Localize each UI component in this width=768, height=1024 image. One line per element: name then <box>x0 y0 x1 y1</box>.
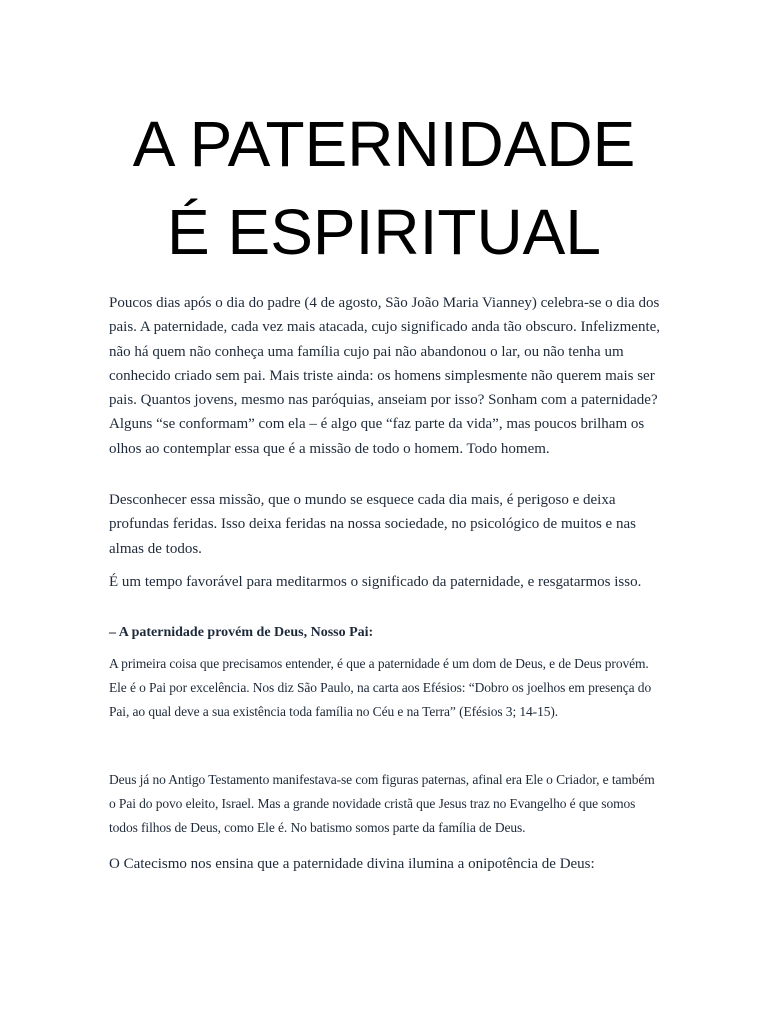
article-body <box>109 291 664 875</box>
paragraph-time: É um tempo favorável para meditarmos o significado da paternidade, e resgatarmos isso. <box>109 574 642 590</box>
paragraph-intro: Poucos dias após o dia do padre (4 de agosto, São João Maria Vianney) celebra-se o dia dos pais. A paternidade, cada vez mais atacada, cujo significado anda tão obscuro. Infelizmente, não há quem não conheça uma família cujo pai não abandonou o lar, ou não tenha um conhecido criado sem pai. Mais triste ainda: os homens simplesmente não querem mais ser pais. Quantos jovens, mesmo nas paróquias, anseiam por isso? Sonham com a paternidade? Alguns “se conformam” com ela – é algo que “faz parte da vida”, mas poucos brilham os olhos ao contemplar essa que é a missão de todo o homem. Todo homem. <box>109 295 661 457</box>
paragraph-catechism: O Catecismo nos ensina que a paternidade divina ilumina a onipotência de Deus: <box>109 856 595 872</box>
section-heading: – A paternidade provém de Deus, Nosso Pai: <box>109 625 374 640</box>
paragraph-old-testament: Deus já no Antigo Testamento manifestava-se com figuras paternas, afinal era Ele o Criador, e também o Pai do povo eleito, Israel. Mas a grande novidade cristã que Jesus traz no Evangelho é que somos todos filhos de Deus, como Ele é. No batismo somos parte da família de Deus. <box>109 772 655 835</box>
paragraph-gift: A primeira coisa que precisamos entender, é que a paternidade é um dom de Deus, e de Deus provém. Ele é o Pai por excelência. Nos diz São Paulo, na carta aos Efésios: “Dobro os joelhos em presença do Pai, ao qual deve a sua existência toda família no Céu e na Terra” (Efésios 3; 14-15). <box>109 656 652 719</box>
title-line-1: A PATERNIDADE <box>132 108 636 180</box>
title-line-2: É ESPIRITUAL <box>167 196 601 268</box>
document-title <box>0 100 768 276</box>
paragraph-mission: Desconhecer essa missão, que o mundo se esquece cada dia mais, é perigoso e deixa profundas feridas. Isso deixa feridas na nossa sociedade, no psicológico de muitos e nas almas de todos. <box>109 492 636 557</box>
